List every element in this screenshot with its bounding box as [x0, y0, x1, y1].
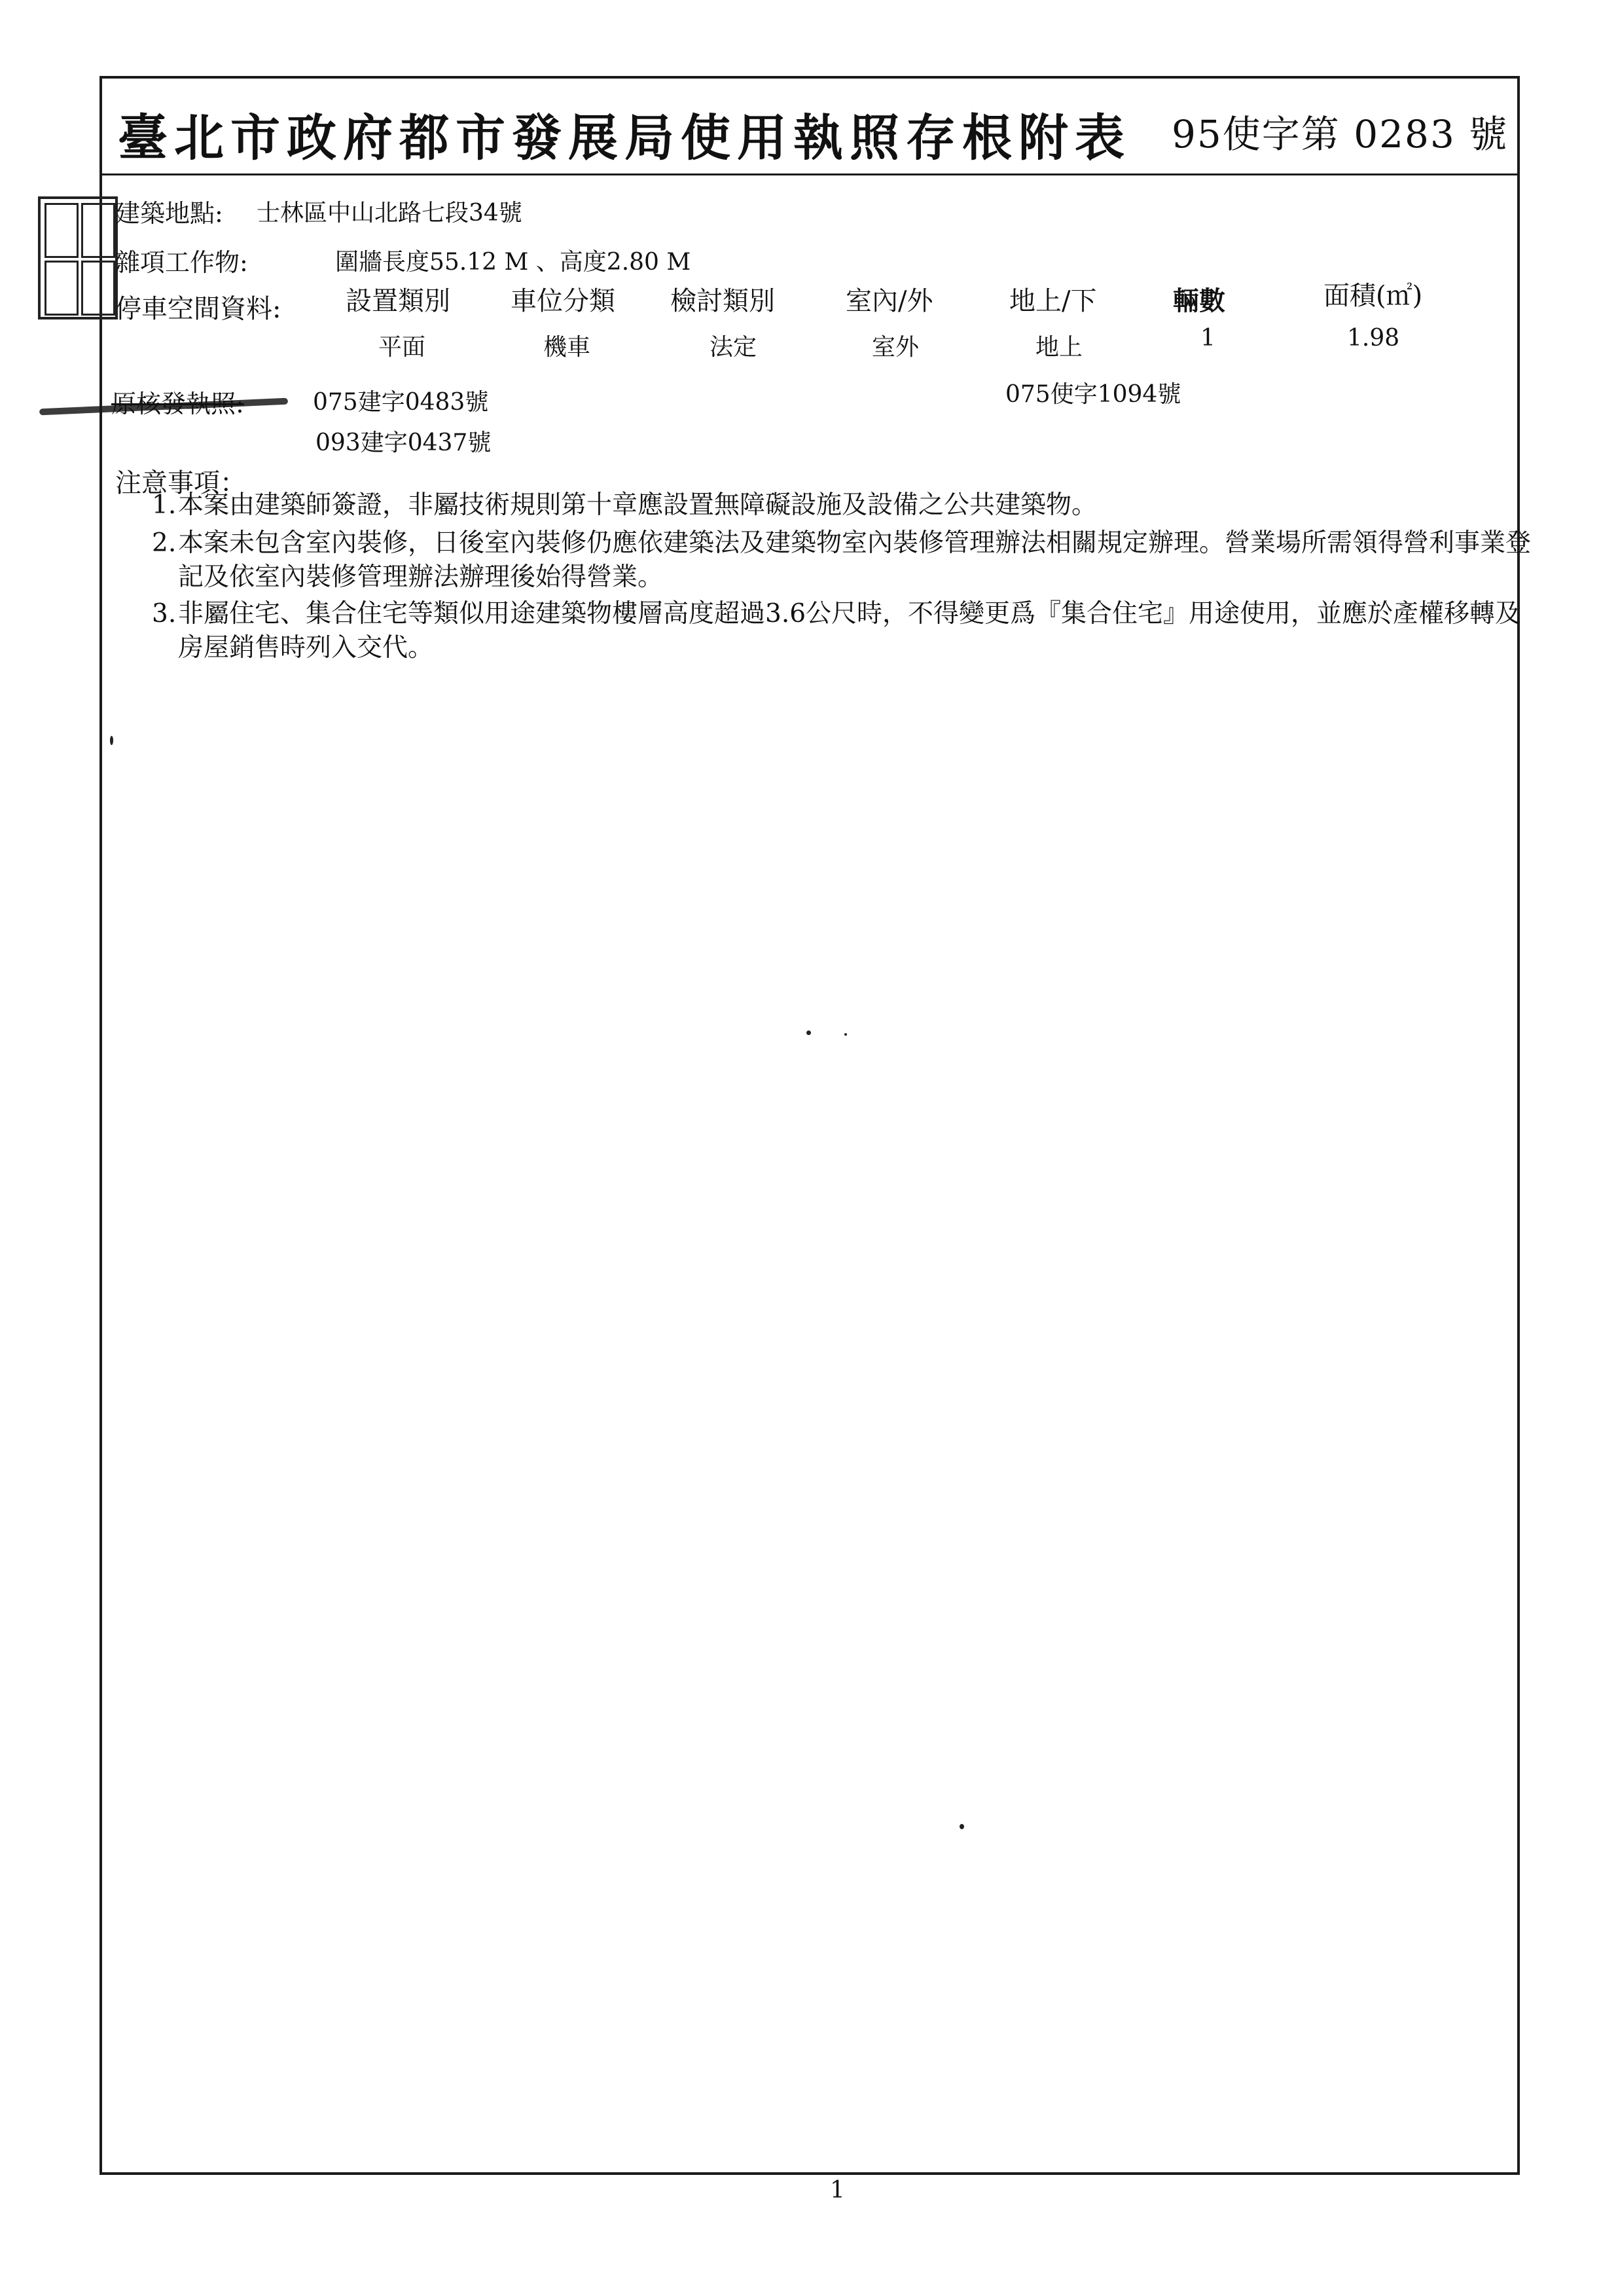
parking-col-level: 地上/下 [1009, 286, 1097, 316]
scan-speck [960, 1824, 964, 1829]
note-item-2 [152, 526, 1532, 594]
original-permit-building-2: 093建字0437號 [315, 429, 492, 456]
notes-heading: 注意事項： [115, 468, 246, 498]
original-permit-usage: 075使字1094號 [1005, 381, 1181, 408]
title-rule [99, 173, 1520, 175]
page-title: 臺北市政府都市發展局使用執照存根附表 [118, 109, 1131, 167]
parking-cell-area: 1.98 [1347, 325, 1400, 352]
parking-col-count: 輛數 [1173, 285, 1225, 316]
original-permit-building-1: 075建字0483號 [313, 389, 489, 416]
scan-speck [806, 1030, 811, 1035]
note-number: 2. [152, 528, 177, 558]
parking-col-inout: 室內/外 [846, 286, 933, 316]
seal-stamp [38, 196, 118, 319]
parking-label: 停車空間資料: [115, 294, 281, 324]
parking-col-class: 車位分類 [511, 286, 615, 316]
parking-cell-type: 平面 [378, 334, 426, 361]
parking-col-type: 設置類別 [346, 286, 450, 316]
parking-col-review: 檢討類別 [670, 286, 775, 316]
parking-col-area: 面積(㎡) [1323, 281, 1423, 311]
parking-cell-review: 法定 [710, 334, 757, 361]
scan-speck [110, 736, 113, 745]
misc-works-value: 圍牆長度55.12 M 、高度2.80 M [335, 249, 691, 276]
site-label: 建築地點: [115, 199, 223, 228]
note-text: 本案由建築師簽證，非屬技術規則第十章應設置無障礙設施及設備之公共建築物。 [178, 490, 1098, 520]
note-number: 1. [152, 490, 177, 520]
original-permits-label: 原核發執照: [111, 390, 244, 418]
parking-cell-class: 機車 [543, 334, 591, 361]
parking-cell-count: 1 [1200, 325, 1215, 352]
parking-cell-level: 地上 [1035, 334, 1083, 361]
scan-speck [844, 1033, 847, 1036]
note-text: 非屬住宅、集合住宅等類似用途建築物樓層高度超過3.6公尺時，不得變更爲『集合住宅』用途使用，並應於產權移轉及房屋銷售時列入交代。 [178, 599, 1521, 663]
note-item-1 [152, 488, 1520, 522]
misc-works-label: 雜項工作物: [115, 248, 248, 277]
note-item-3 [152, 597, 1520, 665]
note-text: 本案未包含室內裝修，日後室內裝修仍應依建築法及建築物室內裝修管理辦法相關規定辦理。營業場所需領得營利事業登記及依室內裝修管理辦法辦理後始得營業。 [178, 528, 1532, 592]
parking-cell-inout: 室外 [872, 334, 920, 361]
permit-number: 95使字第 0283 號 [1172, 112, 1509, 156]
note-number: 3. [152, 599, 177, 629]
site-value: 士林區中山北路七段34號 [257, 200, 522, 227]
page-number: 1 [830, 2177, 845, 2204]
